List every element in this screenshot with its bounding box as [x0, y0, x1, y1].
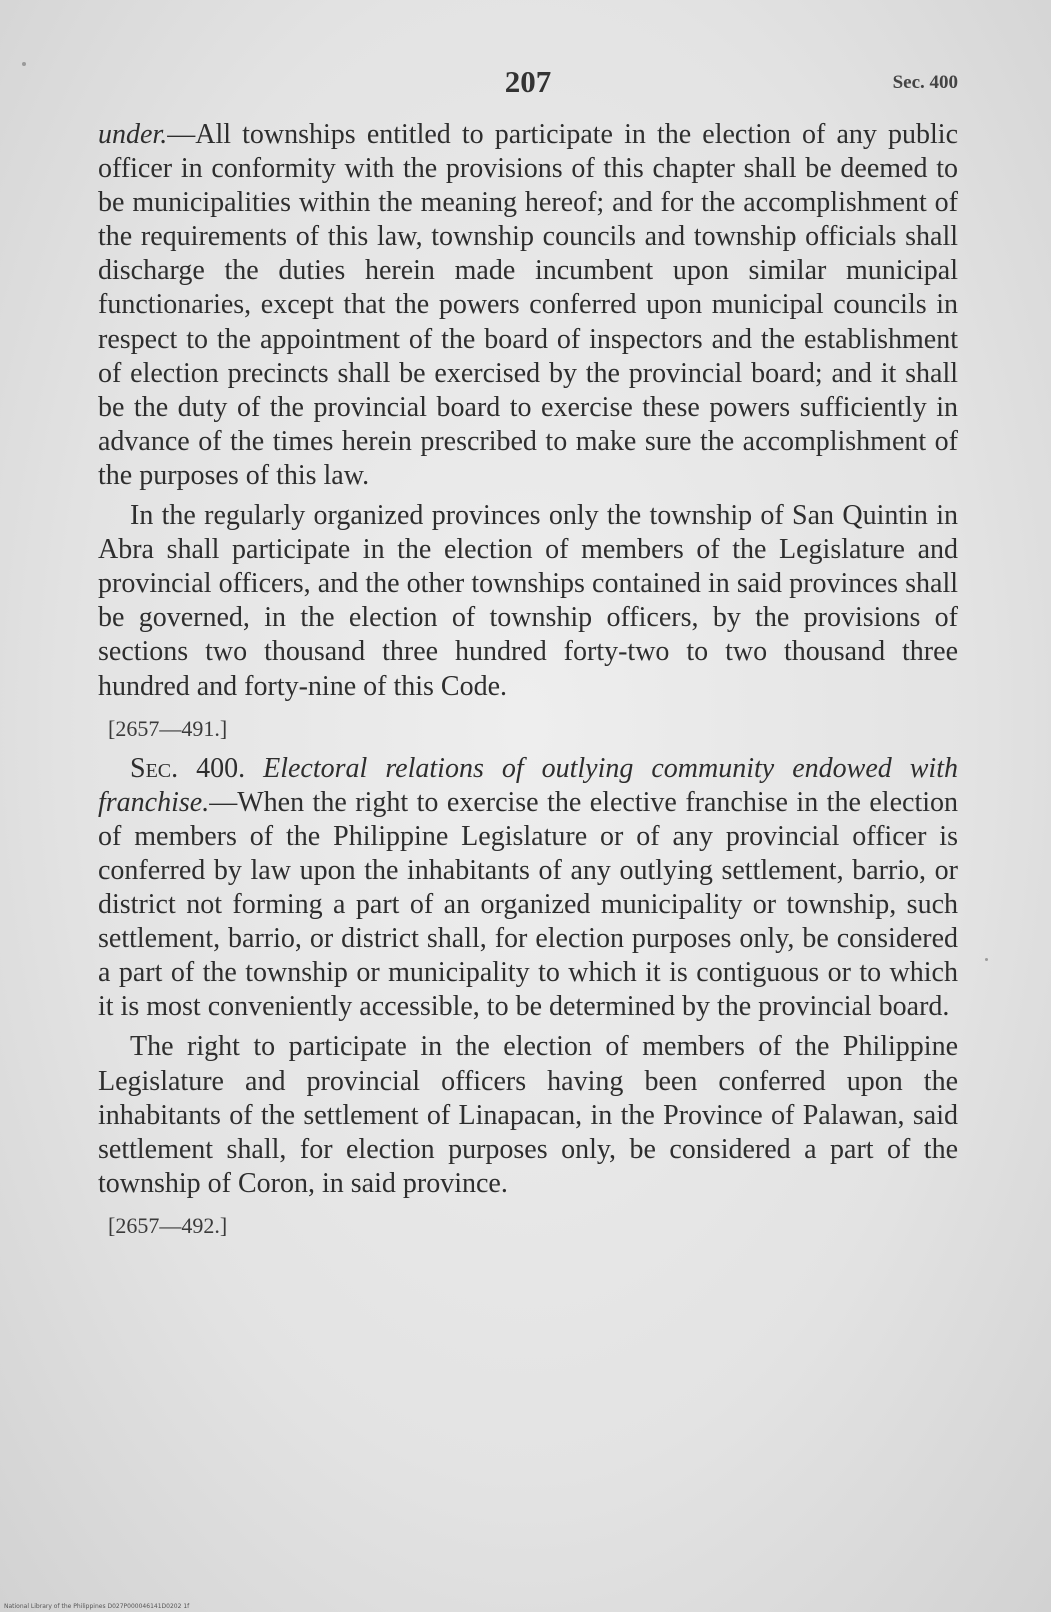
scan-speck: [22, 62, 26, 66]
citation-492: [2657—492.]: [108, 1212, 228, 1238]
paragraph-text: In the regularly organized provinces only the township of San Quintin in Abra shall participate in the election of members of the Legislature and provincial officers, and the other townships contained in said provinces shall be governed, in the election of township officers, by the provisions of sections two thousand three hundred forty-two to two thousand three hundred and forty-nine of this Code.: [98, 500, 958, 702]
paragraph-text: The right to participate in the election of members of the Philippine Legislature and provincial officers having been conferred upon the inhabitants of the settlement of Linapacan, in the Province of Palawan, said settlement shall, for election purposes only, be considered a part of the township of Coron, in said province.: [98, 1031, 958, 1199]
paragraph-township-councils: [98, 118, 958, 493]
paragraph-linapacan: [98, 1030, 958, 1200]
paragraph-text: —All townships entitled to participate in the election of any public officer in conformity with the provisions of this chapter shall be deemed to be municipalities within the meaning hereof; and for the accomplishment of the requirements of this law, township councils and township officials shall discharge the duties herein made incumbent upon similar municipal functionaries, except that the powers conferred upon municipal councils in respect to the appointment of the board of inspectors and the establishment of election precincts shall be exercised by the provincial board; and it shall be the duty of the provincial board to exercise these powers sufficiently in advance of the times herein prescribed to make sure the accomplishment of the purposes of this law.: [98, 119, 958, 491]
page-header: [98, 64, 958, 104]
paragraph-san-quintin: [98, 499, 958, 704]
section-label: Sec. 400.: [130, 752, 246, 784]
scan-speck: [985, 958, 988, 961]
scan-source-footer: National Library of the Philippines D027P000046141D0202 1f: [4, 1603, 190, 1610]
page-number: 207: [504, 64, 552, 99]
paragraph-section-400: [98, 752, 958, 1025]
section-title: Electoral relations of outlying community endowed with franchise.: [98, 752, 958, 818]
body-text: [98, 118, 958, 1249]
citation-491: [2657—491.]: [108, 715, 228, 741]
italic-lead-word: under.: [98, 119, 168, 150]
paragraph-text: —When the right to exercise the elective franchise in the election of members of the Philippine Legislature or of any provincial officer is conferred by law upon the inhabitants of any outlying settlement, barrio, or district not forming a part of an organized municipality or township, such settlement, barrio, or district shall, for election purposes only, be considered a part of the township or municipality to which it is contiguous or to which it is most conveniently accessible, to be determined by the provincial board.: [98, 786, 958, 1023]
running-head-section: Sec. 400: [892, 72, 958, 93]
